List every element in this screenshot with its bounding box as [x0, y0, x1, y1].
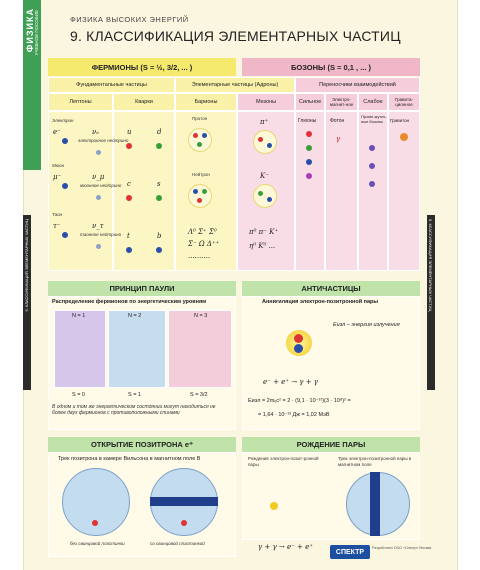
spine-right [427, 215, 435, 390]
quark-t: t [127, 232, 130, 240]
quark-d-dot [156, 143, 162, 149]
graviton-label: Гравитон [390, 118, 410, 123]
proton-ring [188, 128, 212, 152]
proton-label: Протон [192, 116, 208, 121]
baryons-header: Барионы [175, 93, 237, 111]
pair-header: РОЖДЕНИЕ ПАРЫ [242, 437, 420, 452]
meson-pi: π⁺ [260, 118, 269, 126]
grav-header: Гравита-ционное [388, 93, 420, 111]
pair-right-caption: Трек электрон-позитронной пары в магнитном поле [338, 456, 412, 467]
pauli-s1: S = 1 [128, 392, 141, 398]
quark-s: s [157, 180, 161, 188]
chamber-right-label: со свинцовой пластинкой [150, 541, 205, 546]
hadrons-header: Элементарные частицы (Адроны) [175, 77, 295, 93]
energy-formula-1: Eизл = 2mₑc² = 2 · (9,1 · 10⁻³¹)(3 · 10⁸)² = [248, 398, 351, 404]
quark-c: c [127, 180, 131, 188]
strong-header: Сильное [295, 93, 325, 111]
proton-quark-2 [202, 133, 207, 138]
muon-dot [62, 183, 68, 189]
lead-plate [150, 497, 218, 506]
neutron-ring [188, 184, 212, 208]
gluon-dot-1 [306, 131, 312, 137]
gluon-dot-4 [306, 173, 312, 179]
electron-label: Электрон [52, 118, 74, 123]
baryon-row-1: Λ⁰ Σ⁺ Σ⁰ [188, 228, 217, 236]
positron-header: ОТКРЫТИЕ ПОЗИТРОНА e⁺ [48, 437, 236, 452]
mesons-header: Мезоны [237, 93, 295, 111]
mu-neutrino-dot [96, 195, 101, 200]
e-neutrino-dot [96, 150, 101, 155]
spine-left [23, 0, 41, 570]
quark-u-dot [126, 143, 132, 149]
pauli-n1: N = 1 [72, 313, 86, 319]
pair-reaction: γ + γ → e⁻ + e⁺ [258, 543, 313, 551]
spine-brand [23, 0, 41, 170]
mu-neutrino-label: мюонное нейтрино [80, 183, 122, 188]
gluon-dot-2 [306, 145, 312, 151]
neutron-quark-1 [193, 189, 198, 194]
pauli-n3: N = 3 [194, 313, 208, 319]
w-plus-dot [369, 145, 375, 151]
spine-dark-left-label: 9. КЛАССИФИКАЦИЯ ЭЛЕМЕНТАРНЫХ ЧАСТИЦ [24, 219, 29, 312]
baryon-row-2: Σ⁻ Ω Δ⁺⁺ [188, 240, 220, 248]
pauli-s32: S = 3/2 [190, 392, 208, 398]
e-neutrino-label: электронное нейтрино [78, 138, 129, 143]
pauli-n2: N = 2 [128, 313, 142, 319]
spine-brand-label: ФИЗИКА [25, 8, 35, 53]
muon-symbol: μ⁻ [53, 173, 62, 181]
gluon-dot-3 [306, 159, 312, 165]
graviton-dot [400, 133, 408, 141]
quark-c-dot [126, 195, 132, 201]
carriers-header: Переносчики взаимодействий [295, 77, 420, 93]
quark-b: b [157, 232, 162, 240]
energy-formula-2: = 1,64 · 10⁻¹³ Дж = 1,02 МэВ [258, 412, 330, 418]
spine-dark-right-label: 9. КЛАССИФИКАЦИЯ ЭЛЕМЕНТАРНЫХ ЧАСТИЦ [428, 219, 433, 312]
photon-label: Фотон [330, 118, 345, 124]
footer-text: Разработано ООО «Спектр» Москва [372, 546, 432, 550]
electron-ball [294, 344, 303, 353]
pauli-note: В одном и том же энергетическом состоянии могут находиться не более двух фермионов с противоположными спинами [52, 404, 216, 416]
annihilation-caption: Аннигиляция электрон-позитронной пары [262, 299, 379, 305]
electron-dot [62, 138, 68, 144]
energy-label: Eизл – энергия излучения [333, 322, 400, 328]
weak-panel [358, 111, 388, 271]
positron-right [181, 520, 187, 526]
tau-symbol: τ⁻ [53, 222, 61, 230]
antiparticles-header: АНТИЧАСТИЦЫ [242, 281, 420, 296]
annihilation-reaction: e⁻ + e⁺ → γ + γ [263, 378, 318, 386]
pi-ring [253, 130, 277, 154]
photon-symbol: γ [336, 135, 341, 143]
fermions-header [48, 58, 236, 76]
meson-k: K⁻ [260, 172, 269, 180]
fundamental-header: Фундаментальные частицы [48, 77, 175, 93]
fermions-label: ФЕРМИОНЫ (S = ½, 3/2, ... ) [91, 62, 193, 72]
publisher-logo: СПЕКТР [330, 545, 370, 559]
chamber-left-label: без свинцовой пластинки [70, 541, 125, 546]
z-dot [369, 181, 375, 187]
pauli-caption: Распределение фермионов по энергетическим уровням [52, 299, 207, 305]
antiparticles-panel [242, 296, 420, 430]
tau-dot [62, 232, 68, 238]
spine-sub-label: УЧЕБНОЕ ПОСОБИЕ [34, 10, 39, 56]
tau-neutrino-label: таонное нейтрино [80, 232, 122, 237]
quark-b-dot [156, 247, 162, 253]
meson-row-2: η⁰ K⁰ ... [249, 242, 276, 250]
pi-quark-2 [267, 143, 272, 148]
quarks-header: Кварки [113, 93, 175, 111]
positron-caption: Трек позитрона в камере Вильсона в магнитном поле B [58, 456, 201, 462]
quark-d: d [157, 128, 162, 136]
bosons-header [242, 58, 420, 76]
proton-quark-3 [197, 142, 202, 147]
header-subtitle: ФИЗИКА ВЫСОКИХ ЭНЕРГИЙ [70, 15, 189, 24]
positron-left [92, 520, 98, 526]
page-title: 9. КЛАССИФИКАЦИЯ ЭЛЕМЕНТАРНЫХ ЧАСТИЦ [70, 28, 401, 44]
bosons-label: БОЗОНЫ (S = 0,1 , ... ) [290, 62, 372, 72]
neutron-quark-2 [202, 189, 207, 194]
neutron-label: Нейтрон [192, 172, 210, 177]
tau-neutrino-dot [96, 244, 101, 249]
tau-neutrino-symbol: ν_τ [92, 222, 104, 230]
em-header: Электро-магнит-ное [325, 93, 358, 111]
pair-left-caption: Рождение электрон-позит-ронной пары [248, 456, 319, 467]
pair-plate [370, 472, 380, 536]
spine-dark-left [23, 215, 31, 390]
leptons-header: Лептоны [48, 93, 113, 111]
mu-neutrino-symbol: ν_μ [92, 173, 105, 181]
quarks-panel [113, 111, 175, 271]
quark-t-dot [126, 247, 132, 253]
pair-flash [270, 502, 278, 510]
quark-u: u [127, 128, 132, 136]
quark-s-dot [156, 195, 162, 201]
tau-label: Таон [52, 212, 63, 217]
w-minus-dot [369, 163, 375, 169]
k-ring [253, 184, 277, 208]
pauli-level-n3 [168, 310, 232, 388]
baryon-row-3: .......... [188, 252, 211, 260]
pauli-header: ПРИНЦИП ПАУЛИ [48, 281, 236, 296]
proton-quark-1 [193, 133, 198, 138]
vector-bosons-label: Проме-жуточ-ные бозоны [361, 114, 387, 124]
positron-ball [294, 334, 303, 343]
k-quark-2 [267, 197, 272, 202]
meson-row-1: π⁰ π⁻ K⁺ [249, 228, 279, 236]
muon-label: Мюон [52, 163, 65, 168]
gluons-label: Глюоны [298, 118, 317, 124]
pauli-level-n1 [54, 310, 106, 388]
weak-header: Слабое [358, 93, 388, 111]
pauli-level-n2 [108, 310, 166, 388]
photon-panel [325, 111, 358, 271]
e-neutrino-symbol: νₑ [92, 128, 99, 136]
pi-quark-1 [258, 137, 263, 142]
k-quark-1 [258, 191, 263, 196]
pauli-s0: S = 0 [72, 392, 85, 398]
neutron-quark-3 [197, 198, 202, 203]
electron-symbol: e⁻ [53, 128, 61, 136]
